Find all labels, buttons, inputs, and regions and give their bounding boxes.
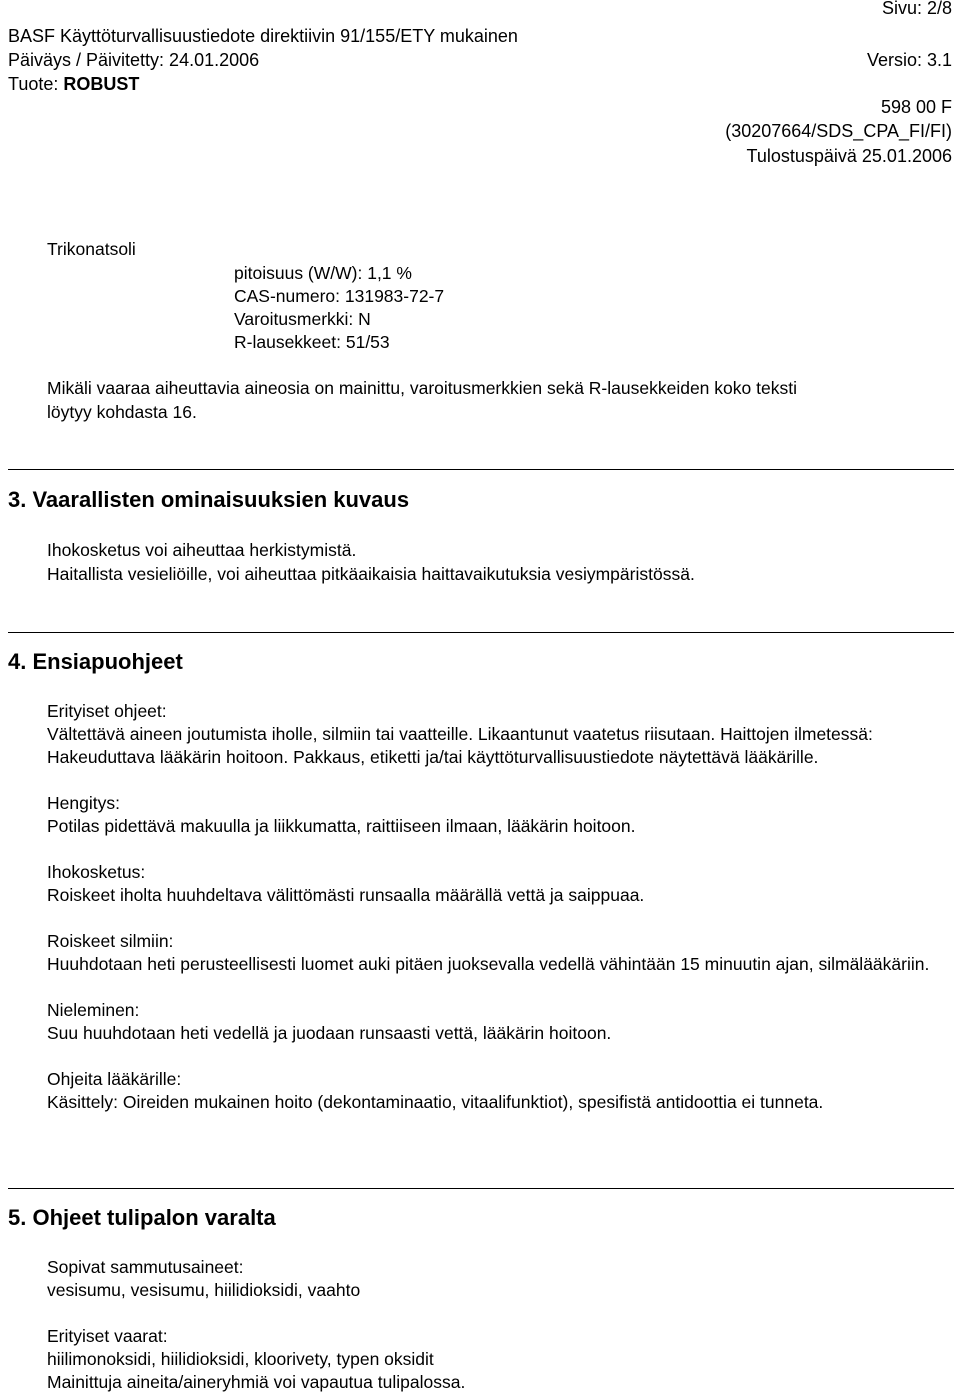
eye-contact-text: Huuhdotaan heti perusteellisesti luomet auki pitäen juoksevalla vedellä vähintään 15 minuutin ajan, silmälääkäriin. [47, 954, 930, 974]
inhalation-label: Hengitys: [47, 793, 120, 813]
product-name: ROBUST [63, 74, 140, 94]
ingredient-cas: CAS-numero: 131983-72-7 [234, 286, 445, 306]
skin-contact-text: Roiskeet iholta huuhdeltava välittömästi runsaalla määrällä vettä ja saippuaa. [47, 885, 645, 905]
ingredient-symbol: Varoitusmerkki: N [234, 309, 371, 329]
section-3-title: 3. Vaarallisten ominaisuuksien kuvaus [8, 487, 410, 512]
sds-id: (30207664/SDS_CPA_FI/FI) [725, 121, 952, 141]
eye-contact-label: Roiskeet silmiin: [47, 931, 174, 951]
ingredient-name: Trikonatsoli [47, 239, 136, 259]
inhalation-text: Potilas pidettävä makuulla ja liikkumatta, raittiiseen ilmaan, lääkärin hoitoon. [47, 816, 636, 836]
special-instructions-label: Erityiset ohjeet: [47, 701, 167, 721]
section-4-title: 4. Ensiapuohjeet [8, 649, 183, 674]
special-instructions-text: Vältettävä aineen joutumista iholle, silmiin tai vaatteille. Likaantunut vaatetus riisutaan. Haittojen ilmetessä: Hakeuduttava lääkärin hoitoon. Pakkaus, etiketti ja/tai käyttöturvallisuustiedote näytettävä lääkärille. [47, 724, 873, 767]
note-line-1: Mikäli vaaraa aiheuttavia aineosia on mainittu, varoitusmerkkien sekä R-lausekkeiden koko teksti [47, 378, 797, 398]
section-5-body [47, 1256, 952, 1394]
page-number: Sivu: 2/8 [881, 0, 952, 18]
product-code: 598 00 F [880, 97, 952, 117]
print-date: Tulostuspäivä 25.01.2006 [746, 146, 952, 166]
revision-date: Päiväys / Päivitetty: 24.01.2006 [8, 50, 260, 70]
ingredient-concentration: pitoisuus (W/W): 1,1 % [234, 263, 412, 283]
special-hazards-label: Erityiset vaarat: [47, 1326, 168, 1346]
ingestion-text: Suu huuhdotaan heti vedellä ja juodaan runsaasti vettä, lääkärin hoitoon. [47, 1023, 612, 1043]
doctor-notes-label: Ohjeita lääkärille: [47, 1069, 182, 1089]
ingestion-label: Nieleminen: [47, 1000, 140, 1020]
special-hazards-line-2: Mainittuja aineita/aineryhmiä voi vapautua tulipalossa. [47, 1372, 466, 1392]
doctor-notes-text: Käsittely: Oireiden mukainen hoito (dekontaminaatio, vitaalifunktiot), spesifistä antidoottia ei tunneta. [47, 1092, 824, 1112]
section-3-line-2: Haitallista vesieliöille, voi aiheuttaa pitkäaikaisia haittavaikutuksia vesiympäristössä. [47, 564, 695, 584]
document-title: BASF Käyttöturvallisuustiedote direktiivin 91/155/ETY mukainen [8, 26, 518, 46]
note-line-2: löytyy kohdasta 16. [47, 402, 197, 422]
section-5-title: 5. Ohjeet tulipalon varalta [8, 1205, 276, 1230]
section-4-body [47, 700, 952, 1114]
extinguishing-media-label: Sopivat sammutusaineet: [47, 1257, 244, 1277]
product-line [8, 73, 139, 96]
version: Versio: 3.1 [866, 50, 952, 70]
skin-contact-label: Ihokosketus: [47, 862, 146, 882]
product-label: Tuote: [8, 74, 64, 94]
ingredient-r-phrases: R-lausekkeet: 51/53 [234, 332, 390, 352]
extinguishing-media-text: vesisumu, vesisumu, hiilidioksidi, vaahto [47, 1280, 361, 1300]
special-hazards-line-1: hiilimonoksidi, hiilidioksidi, kloorivety, typen oksidit [47, 1349, 434, 1369]
section-divider [8, 1188, 954, 1189]
section-divider [8, 469, 954, 470]
section-divider [8, 632, 954, 633]
section-3-line-1: Ihokosketus voi aiheuttaa herkistymistä. [47, 540, 357, 560]
